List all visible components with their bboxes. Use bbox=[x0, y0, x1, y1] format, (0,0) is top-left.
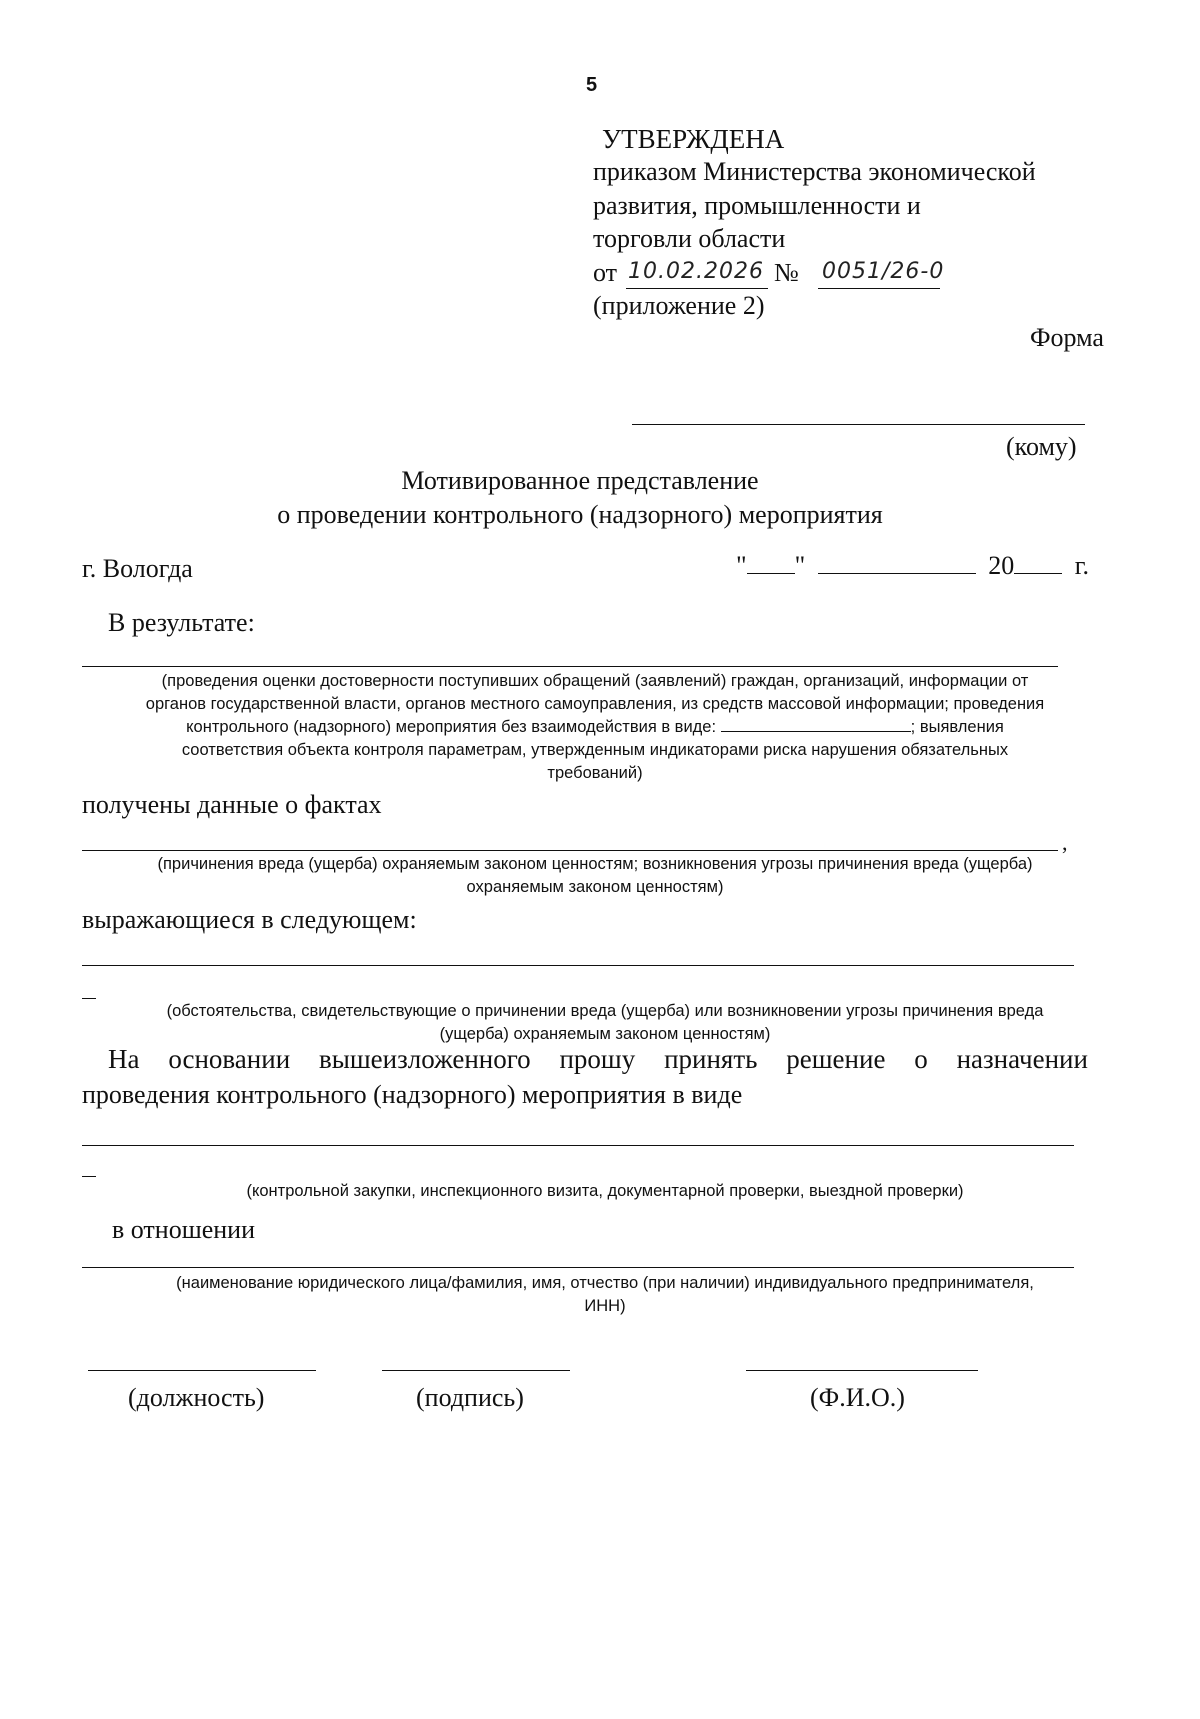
details-lead: выражающиеся в следующем: bbox=[82, 905, 417, 934]
date-quote-close: " bbox=[794, 551, 806, 580]
approval-line-2: развития, промышленности и bbox=[593, 191, 921, 220]
request-word-3: вышеизложенного bbox=[318, 1044, 531, 1074]
request-word-6: решение bbox=[786, 1044, 886, 1074]
details-line bbox=[82, 965, 1074, 966]
date-template bbox=[736, 551, 1089, 581]
result-note-line-4: соответствия объекта контроля параметрам, утвержденным индикаторами риска нарушения обязательных bbox=[181, 741, 1009, 759]
date-year-prefix: 20 bbox=[988, 551, 1015, 580]
result-note-line-1: (проведения оценки достоверности поступивших обращений (заявлений) граждан, организаций, информации от bbox=[161, 672, 1029, 690]
date-year-blank bbox=[1014, 553, 1062, 574]
result-note-line-3-tail: ; выявления bbox=[910, 718, 1004, 736]
facts-note bbox=[60, 853, 1130, 899]
form-label: Форма bbox=[1030, 323, 1104, 352]
subject-line bbox=[82, 1267, 1074, 1268]
document-heading-line-1: Мотивированное представление bbox=[401, 466, 759, 495]
signature-position-line bbox=[88, 1370, 316, 1371]
signature-name-caption: (Ф.И.О.) bbox=[810, 1383, 905, 1412]
request-word-5: принять bbox=[664, 1044, 758, 1074]
result-note-line-5: требований) bbox=[547, 764, 643, 782]
approval-date-handwritten: 10.02.2026 bbox=[628, 259, 764, 284]
subject-note-line-1: (наименование юридического лица/фамилия, имя, отчество (при наличии) индивидуального предпринимателя, bbox=[176, 1274, 1034, 1292]
request-line-stub bbox=[82, 1176, 96, 1177]
document-heading-line-2: о проведении контрольного (надзорного) мероприятия bbox=[277, 500, 883, 529]
signature-sign-line bbox=[382, 1370, 570, 1371]
result-note-line-3-text: контрольного (надзорного) мероприятия без взаимодействия в виде: bbox=[186, 718, 717, 736]
facts-note-line-2: охраняемым законом ценностям) bbox=[466, 878, 724, 896]
approval-title: УТВЕРЖДЕНА bbox=[602, 124, 785, 154]
request-word-2: основании bbox=[168, 1044, 291, 1074]
signature-name-line bbox=[746, 1370, 978, 1371]
details-note bbox=[60, 1000, 1150, 1046]
request-line-1 bbox=[108, 1044, 1088, 1075]
result-line bbox=[82, 666, 1058, 667]
approval-line-1: приказом Министерства экономической bbox=[593, 157, 1036, 186]
request-word-1: На bbox=[108, 1044, 140, 1074]
facts-lead: получены данные о фактах bbox=[82, 790, 382, 819]
recipient-line bbox=[632, 424, 1085, 425]
date-year-suffix: г. bbox=[1074, 551, 1089, 580]
details-line-stub bbox=[82, 998, 96, 999]
request-line bbox=[82, 1145, 1074, 1146]
subject-note-line-2: ИНН) bbox=[584, 1297, 626, 1315]
page-number: 5 bbox=[586, 74, 598, 96]
result-lead: В результате: bbox=[108, 608, 255, 637]
details-note-line-2: (ущерба) охраняемым законом ценностям) bbox=[439, 1025, 771, 1043]
date-quote-open: " bbox=[736, 551, 747, 580]
request-note: (контрольной закупки, инспекционного визита, документарной проверки, выездной проверки) bbox=[246, 1182, 964, 1200]
subject-note bbox=[60, 1272, 1150, 1318]
date-day-blank bbox=[747, 553, 795, 574]
result-note-blank bbox=[721, 717, 911, 732]
facts-comma: , bbox=[1062, 830, 1068, 855]
result-note-line-3 bbox=[60, 716, 1130, 739]
request-word-4: прошу bbox=[559, 1044, 636, 1074]
subject-lead: в отношении bbox=[112, 1215, 256, 1244]
details-note-line-1: (обстоятельства, свидетельствующие о причинении вреда (ущерба) или возникновении угрозы причинения вреда bbox=[166, 1002, 1044, 1020]
result-note-line-2: органов государственной власти, органов местного самоуправления, из средств массовой информации; проведения bbox=[145, 695, 1045, 713]
facts-note-line-1: (причинения вреда (ущерба) охраняемым законом ценностям; возникновения угрозы причинения вреда (ущерба) bbox=[157, 855, 1033, 873]
facts-line bbox=[82, 850, 1058, 851]
approval-number-underline bbox=[818, 288, 940, 289]
approval-from-label: от bbox=[593, 258, 618, 287]
request-word-8: назначении bbox=[956, 1044, 1088, 1074]
recipient-caption: (кому) bbox=[1006, 432, 1077, 461]
date-month-blank bbox=[818, 553, 976, 574]
request-word-7: о bbox=[914, 1044, 928, 1074]
approval-date-underline bbox=[626, 288, 768, 289]
approval-number-handwritten: 0051/26-0 bbox=[822, 259, 945, 284]
approval-line-3: торговли области bbox=[593, 224, 786, 253]
approval-number-label: № bbox=[774, 258, 799, 287]
signature-sign-caption: (подпись) bbox=[416, 1383, 524, 1412]
signature-position-caption: (должность) bbox=[128, 1383, 265, 1412]
result-note bbox=[60, 670, 1130, 785]
approval-attachment: (приложение 2) bbox=[593, 291, 765, 320]
request-line-2: проведения контрольного (надзорного) мероприятия в виде bbox=[82, 1080, 743, 1109]
place: г. Вологда bbox=[82, 554, 193, 583]
